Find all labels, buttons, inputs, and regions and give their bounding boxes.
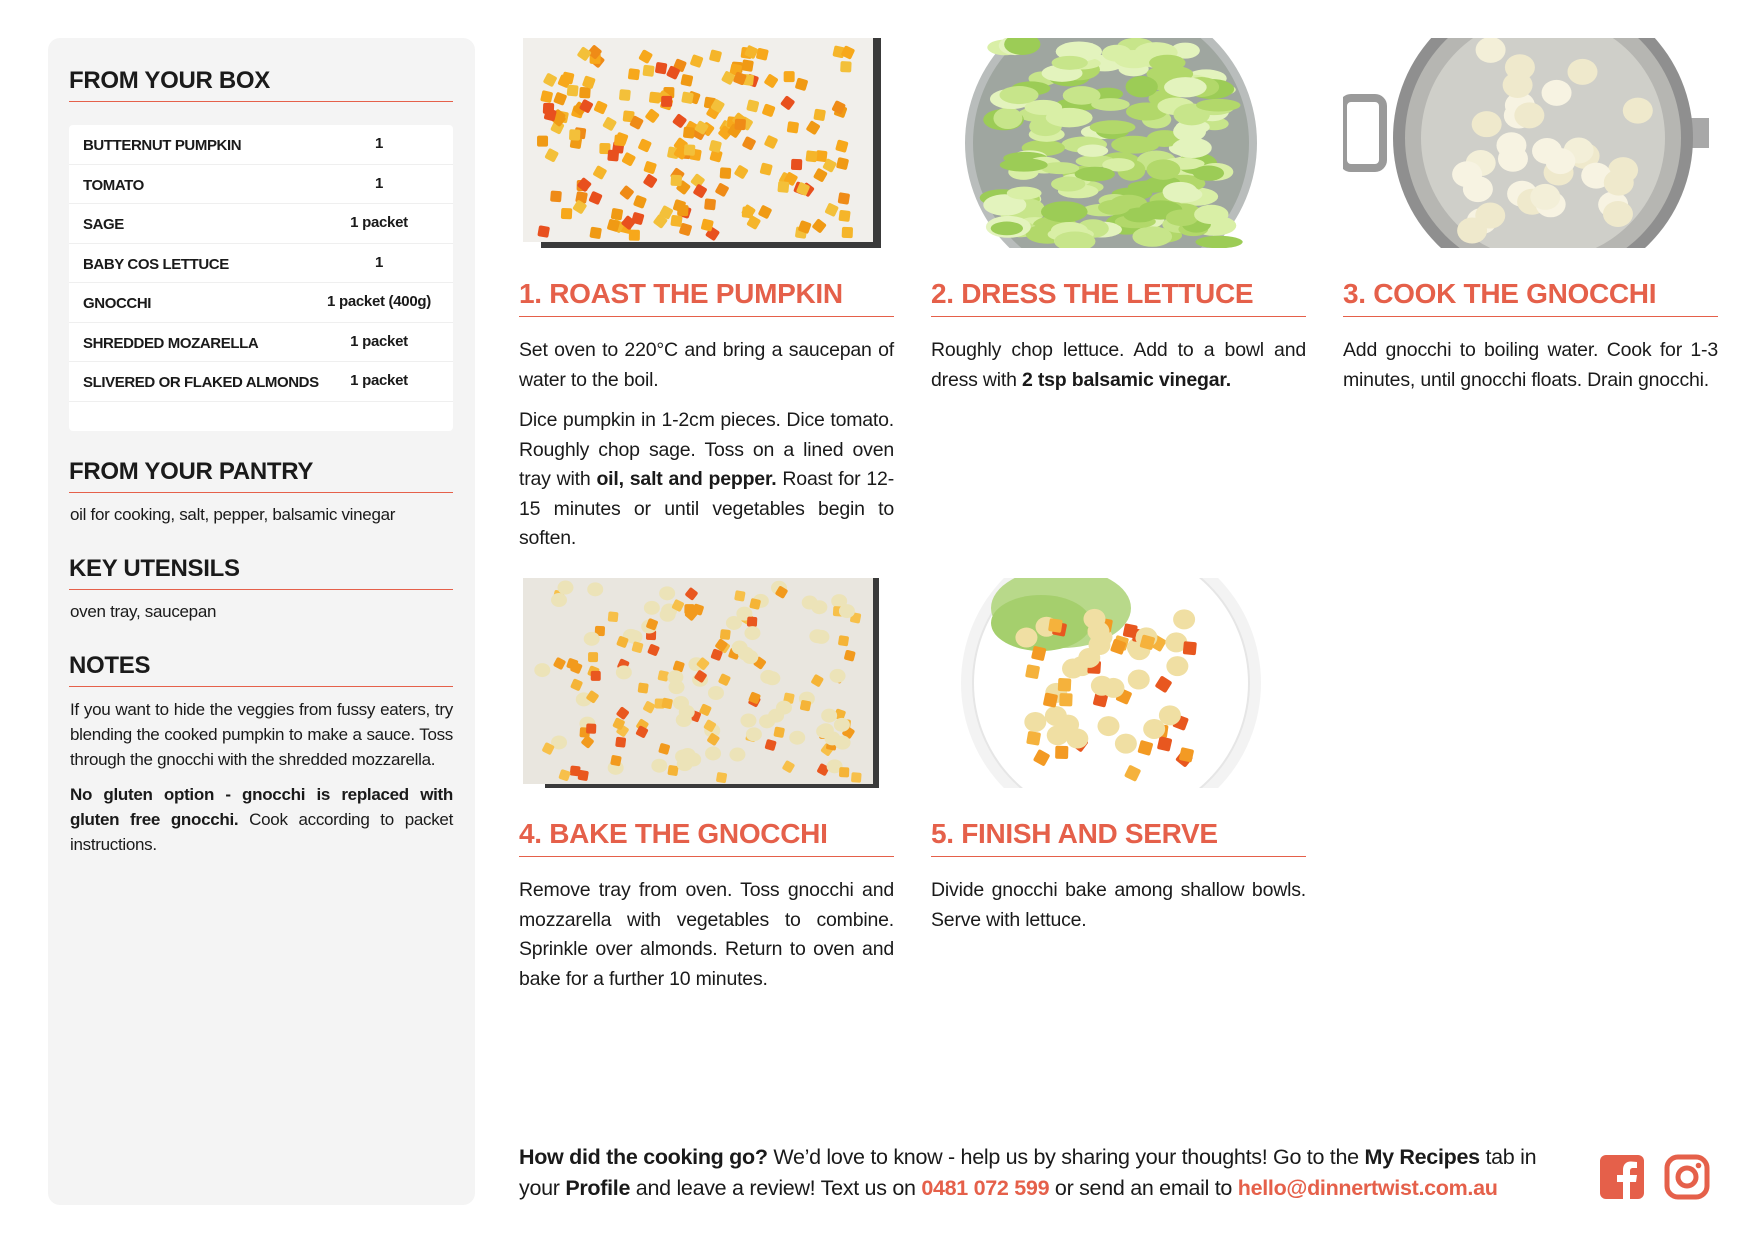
gnocchi-bake-tray-photo — [519, 578, 894, 788]
table-row — [69, 283, 453, 323]
table-row — [69, 165, 453, 205]
no-gluten-text: Cook according to packet instructions. — [70, 810, 453, 854]
step-paragraph: Divide gnocchi bake among shallow bowls. Serve with lettuce. — [931, 879, 1306, 931]
step-body — [519, 876, 894, 1005]
step-paragraph — [931, 336, 1306, 395]
pantry-text: oil for cooking, salt, pepper, balsamic vinegar — [70, 505, 396, 524]
box-title: FROM YOUR BOX — [69, 67, 453, 102]
step-body — [931, 876, 1306, 946]
ingredient-name: BABY COS LETTUCE — [83, 255, 229, 273]
pantry-title: FROM YOUR PANTRY — [69, 458, 453, 493]
footer-question: How did the cooking go? — [519, 1145, 768, 1169]
ingredient-name: SLIVERED OR FLAKED ALMONDS — [83, 374, 319, 391]
ingredients-sidebar — [48, 38, 475, 1205]
notes-body — [70, 697, 453, 867]
step-paragraph — [519, 406, 894, 554]
step-body — [931, 336, 1306, 406]
step-title: 2. DRESS THE LETTUCE — [931, 278, 1306, 317]
lettuce-bowl-photo — [931, 38, 1306, 248]
ingredient-qty: 1 packet — [350, 214, 408, 231]
ingredient-qty: 1 packet — [350, 372, 408, 389]
ingredient-name: SAGE — [83, 216, 124, 233]
ingredient-qty: 1 — [374, 174, 384, 192]
step-text: Dice pumpkin in 1-2cm pieces. Dice tomato. Roughly chop sage. Toss on a lined oven tray with — [519, 409, 894, 490]
notes-title: NOTES — [69, 652, 453, 687]
served-gnocchi-plate-photo — [931, 578, 1306, 788]
gnocchi-strainer-photo — [1343, 38, 1718, 248]
email-link[interactable]: hello@dinnertwist.com.au — [1237, 1176, 1498, 1200]
notes-paragraph: If you want to hide the veggies from fussy eaters, try blending the cooked pumpkin to make a sauce. Toss through the gnocchi with the shredded mozzarella. — [70, 700, 453, 769]
footer-text: or send an email to — [1049, 1176, 1238, 1200]
table-row — [69, 204, 453, 244]
facebook-icon[interactable] — [1599, 1154, 1645, 1200]
ingredient-qty: 1 packet (400g) — [327, 293, 431, 310]
step-body — [1343, 336, 1718, 406]
footer-text: and leave a review! Text us on — [630, 1176, 922, 1200]
ingredient-name: SHREDDED MOZARELLA — [83, 334, 259, 352]
utensils-title: KEY UTENSILS — [69, 555, 453, 590]
ingredient-qty: 1 — [374, 135, 384, 152]
step-text-bold: oil, salt and pepper. — [596, 468, 777, 490]
table-row — [69, 362, 453, 402]
step-paragraph: Set oven to 220°C and bring a saucepan of water to the boil. — [519, 339, 894, 391]
step-title: 1. ROAST THE PUMPKIN — [519, 278, 894, 317]
step-text: Roughly chop lettuce. Add to a bowl and dress with — [931, 339, 1306, 391]
table-row — [69, 323, 453, 363]
utensils-text: oven tray, saucepan — [70, 602, 217, 621]
roasted-pumpkin-tray-photo — [519, 38, 894, 248]
ingredient-qty: 1 — [374, 253, 384, 271]
ingredient-name: BUTTERNUT PUMPKIN — [83, 137, 242, 154]
step-title: 5. FINISH AND SERVE — [931, 818, 1306, 857]
no-gluten-label: No gluten option - gnocchi is replaced with gluten free gnocchi. — [70, 785, 453, 829]
step-title: 4. BAKE THE GNOCCHI — [519, 818, 894, 857]
footer-my-recipes: My Recipes — [1364, 1145, 1480, 1169]
step-text: Roast for 12-15 minutes or until vegetables begin to soften. — [519, 468, 894, 549]
instagram-icon[interactable] — [1664, 1154, 1710, 1200]
footer-profile: Profile — [565, 1176, 631, 1200]
table-row — [69, 125, 453, 165]
box-ingredients-table — [69, 125, 453, 431]
step-paragraph: Add gnocchi to boiling water. Cook for 1-3 minutes, until gnocchi floats. Drain gnocchi. — [1343, 339, 1718, 391]
feedback-footer — [519, 1142, 1579, 1204]
step-text-bold: 2 tsp balsamic vinegar. — [1022, 368, 1231, 391]
phone-link[interactable]: 0481 072 599 — [921, 1176, 1050, 1200]
footer-text: tab in your — [519, 1145, 1537, 1200]
ingredient-qty: 1 packet — [350, 332, 408, 350]
footer-text: We’d love to know - help us by sharing your thoughts! Go to the — [767, 1145, 1365, 1169]
ingredient-name: TOMATO — [83, 176, 144, 194]
step-body — [519, 336, 894, 565]
notes-paragraph — [70, 782, 453, 857]
ingredient-name: GNOCCHI — [83, 295, 152, 312]
table-row — [69, 244, 453, 284]
step-title: 3. COOK THE GNOCCHI — [1343, 278, 1718, 317]
step-paragraph: Remove tray from oven. Toss gnocchi and mozzarella with vegetables to combine. Sprinkle over almonds. Return to oven and bake for a further 10 minutes. — [519, 879, 894, 990]
